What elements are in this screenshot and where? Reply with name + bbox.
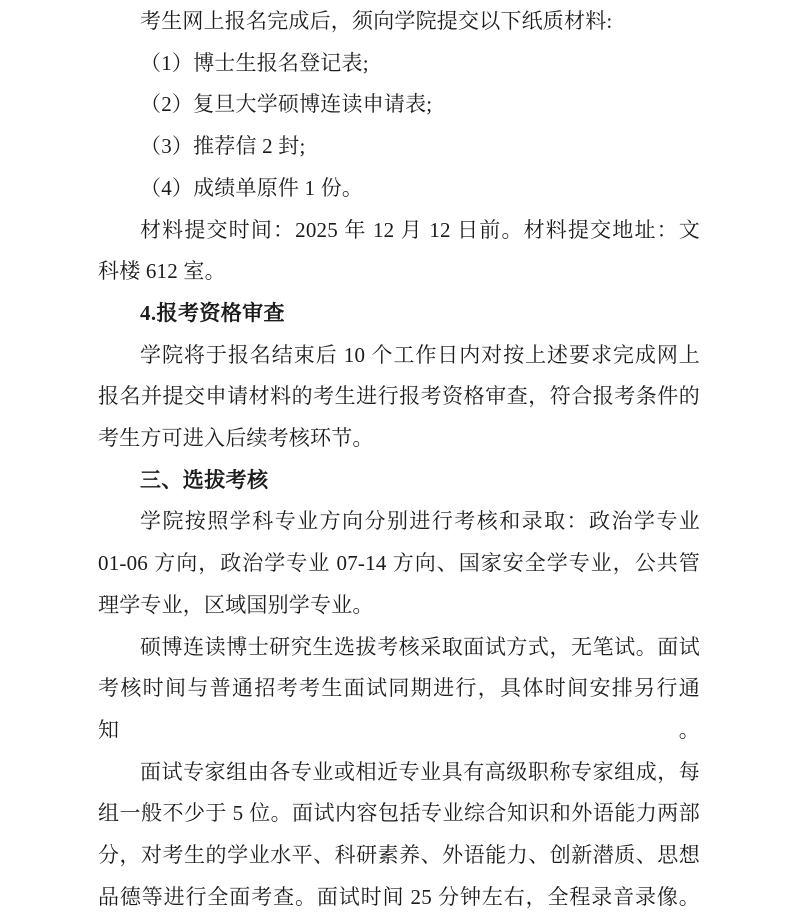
line-interview-panel-2: 组一般不少于 5 位。面试内容包括专业综合知识和外语能力两部	[98, 801, 700, 826]
line-assessment-by-major-1: 学院按照学科专业方向分别进行考核和录取：政治学专业	[140, 509, 700, 534]
line-qualification-review-2: 报名并提交申请材料的考生进行报考资格审查，符合报考条件的	[98, 384, 700, 409]
heading-selection-assessment: 三、选拔考核	[140, 467, 269, 492]
line-interview-panel-4: 品德等进行全面考查。面试时间 25 分钟左右，全程录音录像。	[98, 884, 700, 909]
line-submission-time-address-1: 材料提交时间：2025 年 12 月 12 日前。材料提交地址：文	[140, 217, 700, 242]
line-submission-time-address-2: 科楼 612 室。	[98, 259, 226, 284]
line-material-item-4: （4）成绩单原件 1 份。	[140, 175, 364, 200]
line-material-item-2: （2）复旦大学硕博连读申请表;	[140, 92, 433, 117]
line-interview-panel-1: 面试专家组由各专业或相近专业具有高级职称专家组成，每	[140, 759, 700, 784]
line-qualification-review-1: 学院将于报名结束后 10 个工作日内对按上述要求完成网上	[140, 342, 700, 367]
line-materials-intro: 考生网上报名完成后，须向学院提交以下纸质材料:	[140, 9, 613, 33]
line-material-item-1: （1）博士生报名登记表;	[140, 50, 369, 75]
line-interview-mode-2: 考核时间与普通招考考生面试同期进行，具体时间安排另行通知。	[98, 676, 700, 742]
line-interview-panel-3: 分，对考生的学业水平、科研素养、外语能力、创新潜质、思想	[98, 843, 700, 868]
line-interview-mode-1: 硕博连读博士研究生选拔考核采取面试方式，无笔试。面试	[140, 634, 700, 659]
heading-qualification-review: 4.报考资格审查	[140, 300, 285, 325]
line-assessment-by-major-2: 01-06 方向，政治学专业 07-14 方向、国家安全学专业，公共管	[98, 551, 700, 576]
line-assessment-by-major-3: 理学专业，区域国别学专业。	[98, 592, 374, 617]
line-qualification-review-3: 考生方可进入后续考核环节。	[98, 426, 374, 451]
line-material-item-3: （3）推荐信 2 封;	[140, 134, 306, 159]
